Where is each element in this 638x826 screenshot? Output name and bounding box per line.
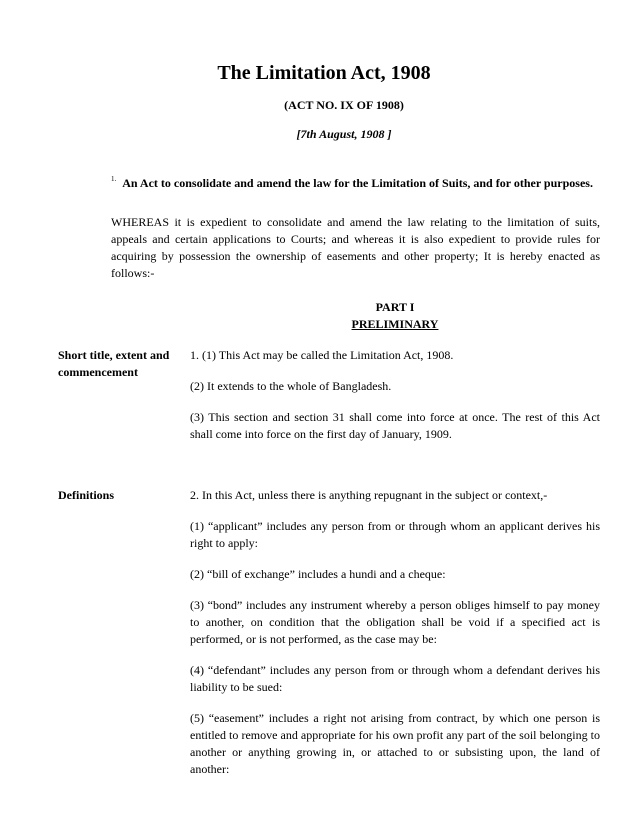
section-1-clause: (2) It extends to the whole of Bangladesh. xyxy=(190,379,392,393)
section-2-clause: (1) “applicant” includes any person from or through whom an applicant derives his right to apply: xyxy=(190,519,600,550)
act-number: (ACT NO. IX OF 1908) xyxy=(284,98,404,112)
act-date: [7th August, 1908 ] xyxy=(296,127,392,141)
long-title xyxy=(111,171,600,192)
preamble-whereas: WHEREAS it is expedient to consolidate and amend the law relating to the limitation of suits, appeals and certain applications to Courts; and whereas it is also expedient to provide rules for acquiring by possession the ownership of easements and other property; It is hereby enacted as follows:- xyxy=(111,215,600,280)
long-title-text: An Act to consolidate and amend the law for the Limitation of Suits, and for other purposes. xyxy=(122,176,593,190)
section-2-clause: (5) “easement” includes a right not arising from contract, by which one person is entitled to remove and appropriate for his own profit any part of the soil belonging to another or anything growing in, or attached to or subsisting upon, the land of another: xyxy=(190,711,600,776)
section-1-clause: (3) This section and section 31 shall come into force at once. The rest of this Act shall come into force on the first day of January, 1909. xyxy=(190,410,600,441)
marginal-note-definitions: Definitions xyxy=(58,488,115,502)
section-2-clause: (2) “bill of exchange” includes a hundi and a cheque: xyxy=(190,567,446,581)
section-2-clause: 2. In this Act, unless there is anything repugnant in the subject or context,- xyxy=(190,488,548,502)
section-2-clause: (3) “bond” includes any instrument whereby a person obliges himself to pay money to another, on condition that the obligation shall be void if a specified act is performed, or is not performed, as the case may be: xyxy=(190,598,600,646)
marginal-note-short-title: Short title, extent and commencement xyxy=(58,348,170,379)
footnote-marker: 1. xyxy=(111,175,117,183)
section-1 xyxy=(190,347,600,457)
part-number: PART I xyxy=(375,300,415,314)
section-2-clause: (4) “defendant” includes any person from or through whom a defendant derives his liability to be sued: xyxy=(190,663,600,694)
part-name: PRELIMINARY xyxy=(351,317,439,331)
section-1-clause: 1. (1) This Act may be called the Limitation Act, 1908. xyxy=(190,348,454,362)
act-title: The Limitation Act, 1908 xyxy=(217,62,431,84)
section-2 xyxy=(190,487,600,792)
